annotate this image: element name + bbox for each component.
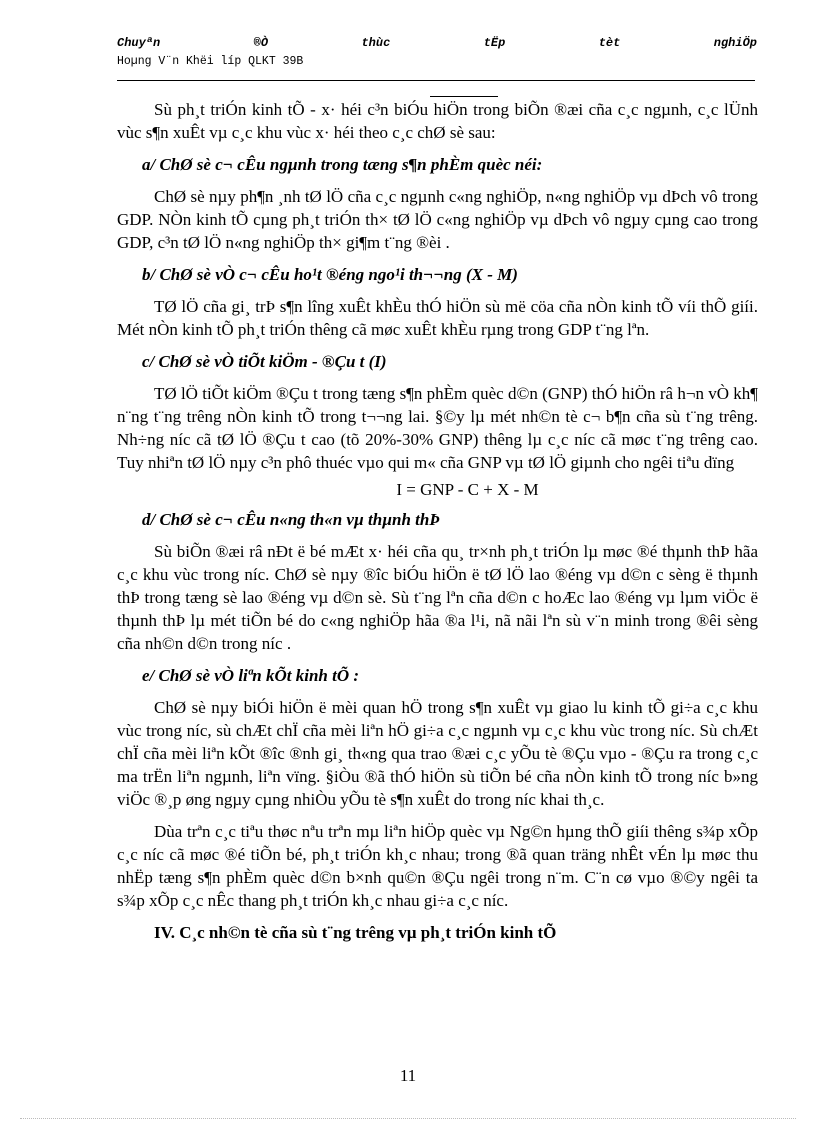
header-word: ®Ò [253,36,269,50]
header-short-divider [430,96,498,97]
section-iv-heading: IV. C¸c nh©n tè cña sù t¨ng trêng vµ ph¸t triÓn kinh tÕ [154,923,557,942]
page-bottom-border [20,1118,796,1119]
page-number: 11 [399,1066,417,1085]
formula: I = GNP - C + X - M [396,480,539,499]
section-e-paragraph: ChØ sè nµy biÓi hiÖn ë mèi quan hÖ trong s¶n xuÊt vµ giao lu kinh tÕ gi÷a c¸c khu vùc trong níc, sù chÆt chÏ cña mèi liªn hÖ gi÷a c¸c ngµnh vµ c¸c khu vùc trong níc. Sù chÆt chÏ cña mèi liªn kÕt ®îc ®nh gi¸ th«ng qua trao ®æi c¸c yÕu tè ®Çu vµo - ®Çu ra trong c¸c ma trËn liªn ngµnh, liªn vïng. §iÒu ®ã thÓ hiÖn sù tiÕn bé cña nÒn kinh tÕ trong níc b»ng viÖc ®¸p øng ngµy cµng nhiÒu yÕu tè s¶n xuÊt do trong níc khai th¸c. [117,698,758,809]
header-divider [117,80,755,81]
section-b-heading: b/ ChØ sè vÒ c¬ cÊu ho¹t ®éng ngo¹i th¬¬ng (X - M) [142,265,518,284]
document-body [117,98,758,953]
section-e-heading: e/ ChØ sè vÒ liªn kÕt kinh tÕ : [142,666,360,685]
section-c-heading: c/ ChØ sè vÒ tiÕt kiÖm - ®Çu t (I) [142,352,387,371]
header-word: tèt [598,36,621,50]
header-word: tËp [483,36,506,50]
summary-paragraph: Dùa trªn c¸c tiªu thøc nªu trªn mµ liªn hiÖp quèc vµ Ng©n hµng thÕ giíi thêng s¾p xÕp c¸c níc cã møc ®é tiÕn bé, ph¸t triÓn kh¸c nhau; trong ®ã quan träng nhÊt vÉn lµ møc thu nhËp tæng s¶n phÈm quèc d©n b×nh qu©n ®Çu ngêi trong n¨m. C¨n cø vµo ®©y ngêi ta s¾p xÕp c¸c nÊc thang ph¸t triÓn kh¸c nhau gi÷a c¸c níc. [117,822,758,910]
section-d-paragraph: Sù biÕn ®æi râ nÐt ë bé mÆt x· héi cña qu¸ tr×nh ph¸t triÓn lµ møc ®é thµnh thÞ hãa c¸c khu vùc trong níc. ChØ sè nµy ®îc biÓu hiÖn ë tØ lÖ lao ®éng vµ d©n c sèng ë thµnh thÞ trong tæng sè lao ®éng vµ d©n sè. Sù t¨ng lªn cña d©n c hoÆc lao ®éng vµ lµm viÖc ë thµnh thÞ lµ mét tiÕn bé do c«ng nghiÖp hãa ®a l¹i, nã nãi lªn sù v¨n minh trong ®êi sèng cña nh©n d©n trong níc . [117,542,758,653]
section-c-paragraph: TØ lÖ tiÕt kiÖm ®Çu t trong tæng s¶n phÈm quèc d©n (GNP) thÓ hiÖn râ h¬n vÒ kh¶ n¨ng t¨ng trêng nÒn kinh tÕ trong t¬¬ng lai. §©y lµ mét nh©n tè c¬ b¶n cña sù t¨ng trêng. Nh÷ng níc cã tØ lÖ ®Çu t cao (tõ 20%-30% GNP) thêng lµ c¸c níc cã møc t¨ng trêng cao. Tuy nhiªn tØ lÖ nµy c³n phô thuéc vµo qui m« cña GNP vµ tØ lÖ giµnh cho ngêi tiªu dïng [117,384,758,472]
running-header-title [117,36,757,50]
intro-paragraph: Sù ph¸t triÓn kinh tÕ - x· héi c³n biÓu hiÖn trong biÕn ®æi cña c¸c ngµnh, c¸c lÜnh vùc s¶n xuÊt vµ c¸c khu vùc x· héi theo c¸c chØ sè sau: [117,100,758,142]
section-a-heading: a/ ChØ sè c¬ cÊu ngµnh trong tæng s¶n phÈm quèc néi: [142,155,543,174]
running-header-author: Hoµng V¨n Khëi líp QLKT 39B [117,55,304,68]
header-word: thùc [361,36,391,50]
section-d-heading: d/ ChØ sè c¬ cÊu n«ng th«n vµ thµnh thÞ [142,510,440,529]
section-a-paragraph: ChØ sè nµy ph¶n ¸nh tØ lÖ cña c¸c ngµnh c«ng nghiÖp, n«ng nghiÖp vµ dÞch vô trong GDP. NÒn kinh tÕ cµng ph¸t triÓn th× tØ lÖ c«ng nghiÖp vµ dÞch vô ngµy cµng cao trong GDP, c³n tØ lÖ n«ng nghiÖp th× gi¶m t¨ng ®èi . [117,187,758,252]
header-word: nghiÖp [713,36,757,50]
section-b-paragraph: TØ lÖ cña gi¸ trÞ s¶n lîng xuÊt khÈu thÓ hiÖn sù më cöa cña nÒn kinh tÕ víi thÕ giíi. Mét nÒn kinh tÕ ph¸t triÓn thêng cã møc xuÊt khÈu rµng trong GDP t¨ng lªn. [117,297,758,339]
header-word: Chuyªn [117,36,161,50]
